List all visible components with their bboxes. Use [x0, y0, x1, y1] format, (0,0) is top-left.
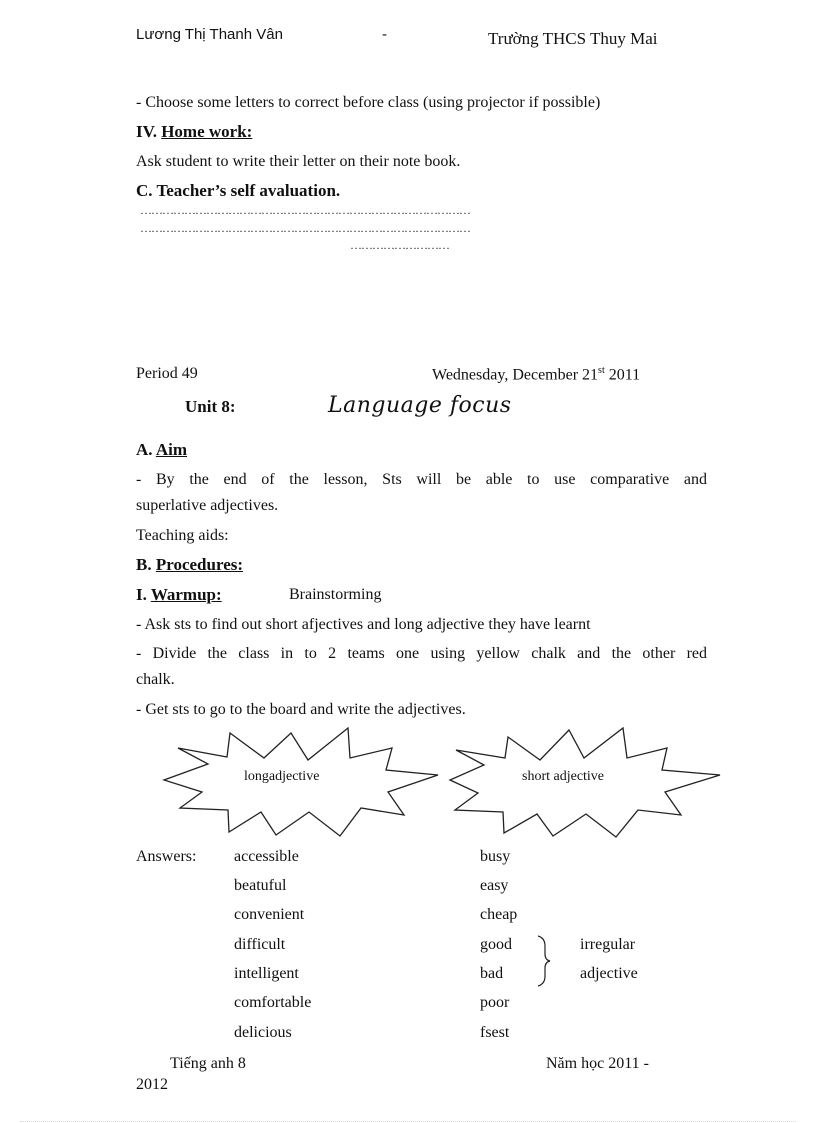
period-label: Period 49 — [136, 365, 198, 382]
dotted-line-1: ……………………………………………………………………………… — [140, 203, 470, 217]
irregular-note-line-1: irregular — [580, 936, 636, 953]
irregular-brace — [538, 936, 550, 986]
step-2-line-2: chalk. — [136, 671, 175, 688]
warmup-activity: Brainstorming — [289, 586, 382, 603]
procedures-prefix: B. — [136, 555, 152, 574]
page-bottom-rule — [20, 1121, 796, 1122]
footer-subject: Tiếng anh 8 — [170, 1055, 246, 1072]
list-item: easy — [480, 877, 509, 894]
list-item: delicious — [234, 1024, 292, 1041]
list-item: comfortable — [234, 994, 312, 1011]
lesson-date-main: Wednesday, December 21 — [432, 366, 599, 384]
header-separator: - — [382, 26, 387, 43]
list-item: good — [480, 936, 512, 953]
list-item: cheap — [480, 906, 518, 923]
list-item: intelligent — [234, 965, 299, 982]
answers-label: Answers: — [136, 848, 197, 865]
warmup-label: Warmup: — [150, 585, 222, 604]
unit-title: Language focus — [328, 393, 512, 418]
footer-school-year: Năm học 2011 - — [546, 1055, 649, 1072]
list-item: convenient — [234, 906, 305, 923]
dotted-line-3: ……………………… — [350, 238, 449, 252]
warmup-prefix: I. — [136, 585, 147, 604]
short-adjective-label: short adjective — [522, 769, 605, 784]
aim-line-1: - By the end of the lesson, Sts will be able to use comparative and — [136, 471, 707, 488]
list-item: fsest — [480, 1024, 510, 1041]
header-school: Trường THCS Thuy Mai — [488, 29, 658, 48]
step-3: - Get sts to go to the board and write the adjectives. — [136, 701, 466, 718]
aim-line-2: superlative adjectives. — [136, 497, 279, 514]
lesson-date-year: 2011 — [604, 366, 641, 384]
long-adjective-label: longadjective — [244, 769, 320, 784]
self-evaluation-heading: C. Teacher’s self avaluation. — [136, 181, 341, 200]
procedures-label: Procedures: — [155, 555, 244, 574]
header-author: Lương Thị Thanh Vân — [136, 26, 283, 43]
list-item: beatuful — [234, 877, 287, 894]
homework-heading-label: Home work: — [161, 122, 253, 141]
step-1: - Ask sts to find out short afjectives and long adjective they have learnt — [136, 616, 591, 633]
homework-heading-number: IV. — [136, 122, 157, 141]
irregular-note-line-2: adjective — [580, 965, 638, 982]
list-item: busy — [480, 848, 511, 865]
footer-year-end: 2012 — [136, 1076, 168, 1093]
lesson-date-suffix: st — [598, 365, 605, 376]
list-item: difficult — [234, 936, 286, 953]
aim-prefix: A. — [136, 440, 153, 459]
homework-text: Ask student to write their letter on their note book. — [136, 153, 461, 170]
teaching-aids: Teaching aids: — [136, 527, 229, 544]
choose-letters-text: - Choose some letters to correct before class (using projector if possible) — [136, 94, 601, 111]
list-item: bad — [480, 965, 504, 982]
step-2-line-1: - Divide the class in to 2 teams one using yellow chalk and the other red — [136, 645, 707, 662]
list-item: accessible — [234, 848, 299, 865]
list-item: poor — [480, 994, 510, 1011]
dotted-line-2: ……………………………………………………………………………… — [140, 221, 470, 235]
unit-label: Unit 8: — [185, 397, 236, 416]
aim-label: Aim — [155, 440, 188, 459]
